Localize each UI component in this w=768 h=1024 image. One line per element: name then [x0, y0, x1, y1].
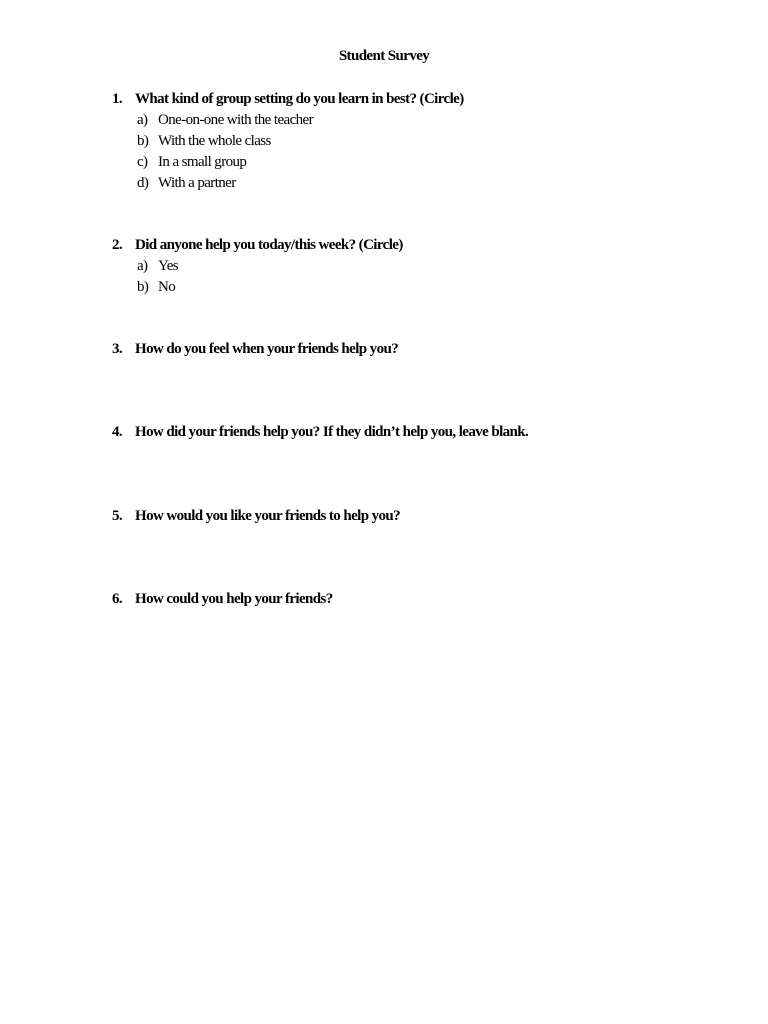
question-4-line	[112, 421, 732, 443]
option-letter: a)	[137, 112, 148, 128]
question-1-line	[112, 88, 732, 110]
option-letter: b)	[137, 133, 149, 149]
question-1-number: 1.	[112, 91, 123, 107]
question-5-number: 5.	[112, 508, 123, 524]
question-2-option-b	[112, 277, 732, 298]
question-1-text: What kind of group setting do you learn in best? (Circle)	[135, 91, 464, 107]
question-5-text: How would you like your friends to help you?	[135, 508, 401, 524]
option-letter: b)	[137, 279, 149, 295]
question-4	[112, 421, 732, 443]
question-1	[112, 88, 732, 194]
question-3-number: 3.	[112, 341, 123, 357]
question-3-line	[112, 338, 732, 360]
option-text: No	[158, 279, 176, 295]
option-letter: a)	[137, 258, 148, 274]
question-2-line	[112, 234, 732, 256]
question-1-option-c	[112, 152, 732, 173]
question-6	[112, 588, 732, 610]
option-letter: d)	[137, 175, 149, 191]
option-letter: c)	[137, 154, 148, 170]
question-4-number: 4.	[112, 424, 123, 440]
question-2-option-a	[112, 256, 732, 277]
option-text: Yes	[158, 258, 179, 274]
question-4-text: How did your friends help you? If they didn’t help you, leave blank.	[135, 424, 529, 440]
page-title: Student Survey	[338, 48, 430, 64]
question-3-text: How do you feel when your friends help you?	[135, 341, 399, 357]
question-2-text: Did anyone help you today/this week? (Circle)	[135, 237, 403, 253]
question-6-text: How could you help your friends?	[135, 591, 333, 607]
question-1-option-b	[112, 131, 732, 152]
option-text: In a small group	[158, 154, 247, 170]
option-text: With the whole class	[158, 133, 271, 149]
question-6-number: 6.	[112, 591, 123, 607]
question-1-option-a	[112, 110, 732, 131]
question-2-number: 2.	[112, 237, 123, 253]
question-1-option-d	[112, 173, 732, 194]
question-5-line	[112, 505, 732, 527]
question-5	[112, 505, 732, 527]
option-text: With a partner	[158, 175, 236, 191]
question-2	[112, 234, 732, 298]
question-3	[112, 338, 732, 360]
question-6-line	[112, 588, 732, 610]
option-text: One-on-one with the teacher	[158, 112, 313, 128]
